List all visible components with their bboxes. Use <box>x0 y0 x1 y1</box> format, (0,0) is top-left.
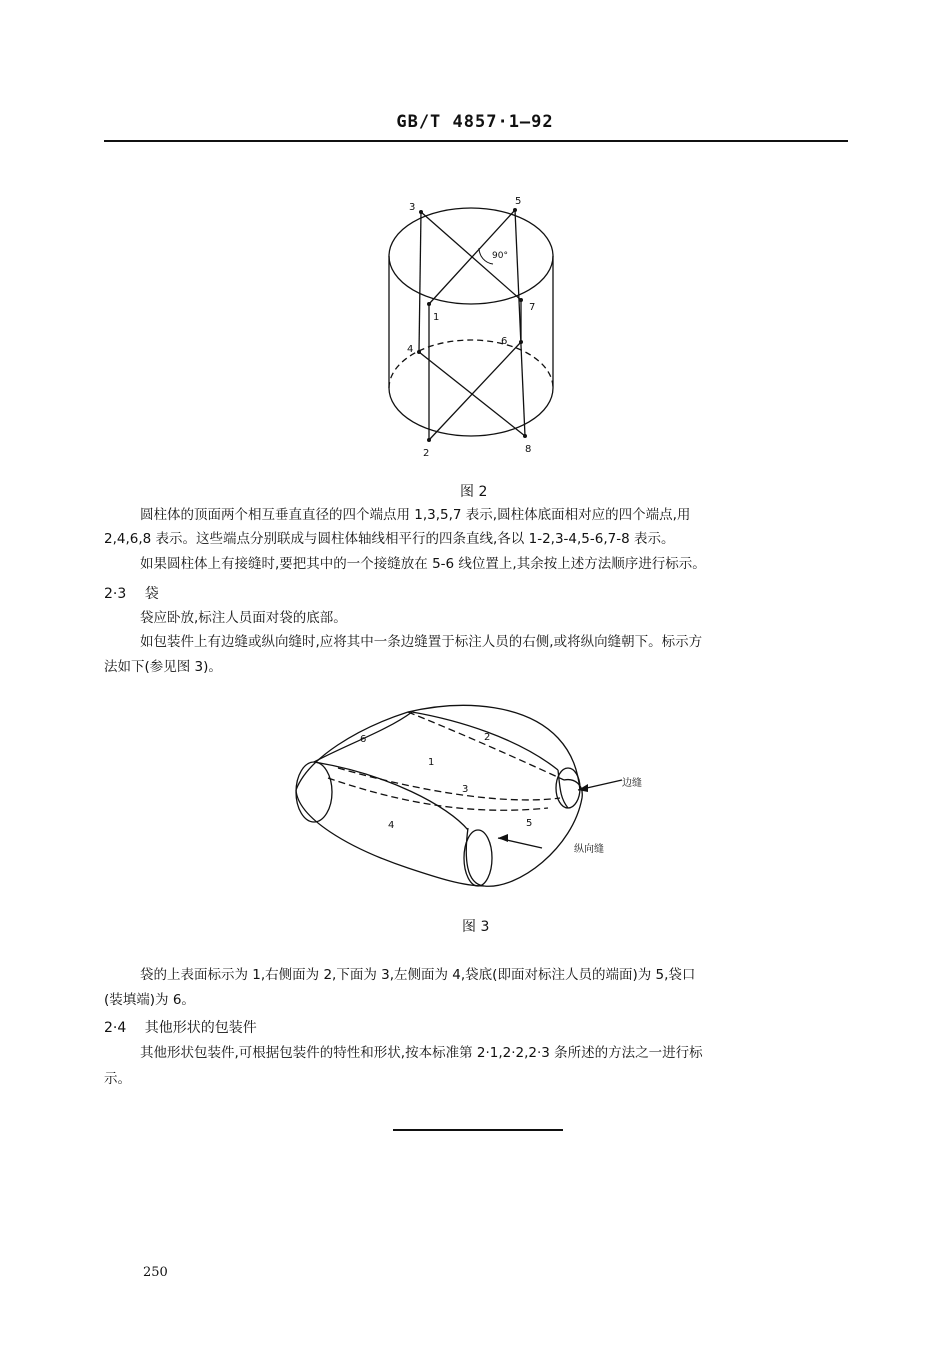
bag-labels-line-2: (装填端)为 6。 <box>104 992 195 1008</box>
figure-2-cylinder <box>375 192 575 462</box>
face-label-1: 1 <box>428 757 435 768</box>
section-2-3-heading <box>104 583 159 603</box>
figure-3-bag <box>288 698 648 893</box>
point-label-7: 7 <box>529 302 536 313</box>
paragraph-2: 如果圆柱体上有接缝时,要把其中的一个接缝放在 5-6 线位置上,其余按上述方法顺序进行标示。 <box>140 556 706 572</box>
section-2-3-paragraph-2-line-2: 法如下(参见图 3)。 <box>104 659 222 675</box>
section-2-4-line-2: 示。 <box>104 1071 131 1087</box>
point-label-5: 5 <box>515 196 522 207</box>
point-label-6: 6 <box>501 336 508 347</box>
header-rule <box>104 140 848 142</box>
longitudinal-seam-label: 纵向缝 <box>574 844 604 855</box>
face-label-3: 3 <box>462 784 469 795</box>
point-label-4: 4 <box>407 344 414 355</box>
section-2-4-line-1: 其他形状包装件,可根据包装件的特性和形状,按本标准第 2·1,2·2,2·3 条所述的方法之一进行标 <box>140 1045 703 1061</box>
point-label-2: 2 <box>423 448 430 459</box>
section-2-3-paragraph-2-line-1: 如包装件上有边缝或纵向缝时,应将其中一条边缝置于标注人员的右侧,或将纵向缝朝下。标示方 <box>140 634 703 650</box>
page-number: 250 <box>143 1265 168 1280</box>
point-label-8: 8 <box>525 444 532 455</box>
figure-3-caption: 图 3 <box>462 919 490 935</box>
face-label-5: 5 <box>526 818 533 829</box>
point-label-1: 1 <box>433 312 440 323</box>
face-label-6: 6 <box>360 734 367 745</box>
face-label-4: 4 <box>388 820 395 831</box>
figure-2-caption: 图 2 <box>460 484 488 500</box>
section-2-4-heading <box>104 1017 257 1037</box>
section-number: 2·3 <box>104 586 127 602</box>
edge-seam-label: 边缝 <box>622 778 642 789</box>
bag-labels-line-1: 袋的上表面标示为 1,右侧面为 2,下面为 3,左侧面为 4,袋底(即面对标注人员的端面)为 5,袋口 <box>140 967 696 983</box>
paragraph-1-line-1: 圆柱体的顶面两个相互垂直直径的四个端点用 1,3,5,7 表示,圆柱体底面相对应的四个端点,用 <box>140 507 691 523</box>
point-label-3: 3 <box>409 202 416 213</box>
section-title: 其他形状的包装件 <box>144 1020 257 1036</box>
paragraph-1-line-2: 2,4,6,8 表示。这些端点分别联成与圆柱体轴线相平行的四条直线,各以 1-2,3-4,5-6,7-8 表示。 <box>104 531 675 547</box>
document-header: GB/T 4857·1—92 <box>396 112 554 132</box>
angle-label: 90° <box>492 251 508 261</box>
face-label-2: 2 <box>484 732 491 743</box>
end-rule <box>393 1129 563 1131</box>
section-number: 2·4 <box>104 1020 127 1036</box>
section-title: 袋 <box>144 586 159 602</box>
section-2-3-paragraph-1: 袋应卧放,标注人员面对袋的底部。 <box>140 610 347 626</box>
